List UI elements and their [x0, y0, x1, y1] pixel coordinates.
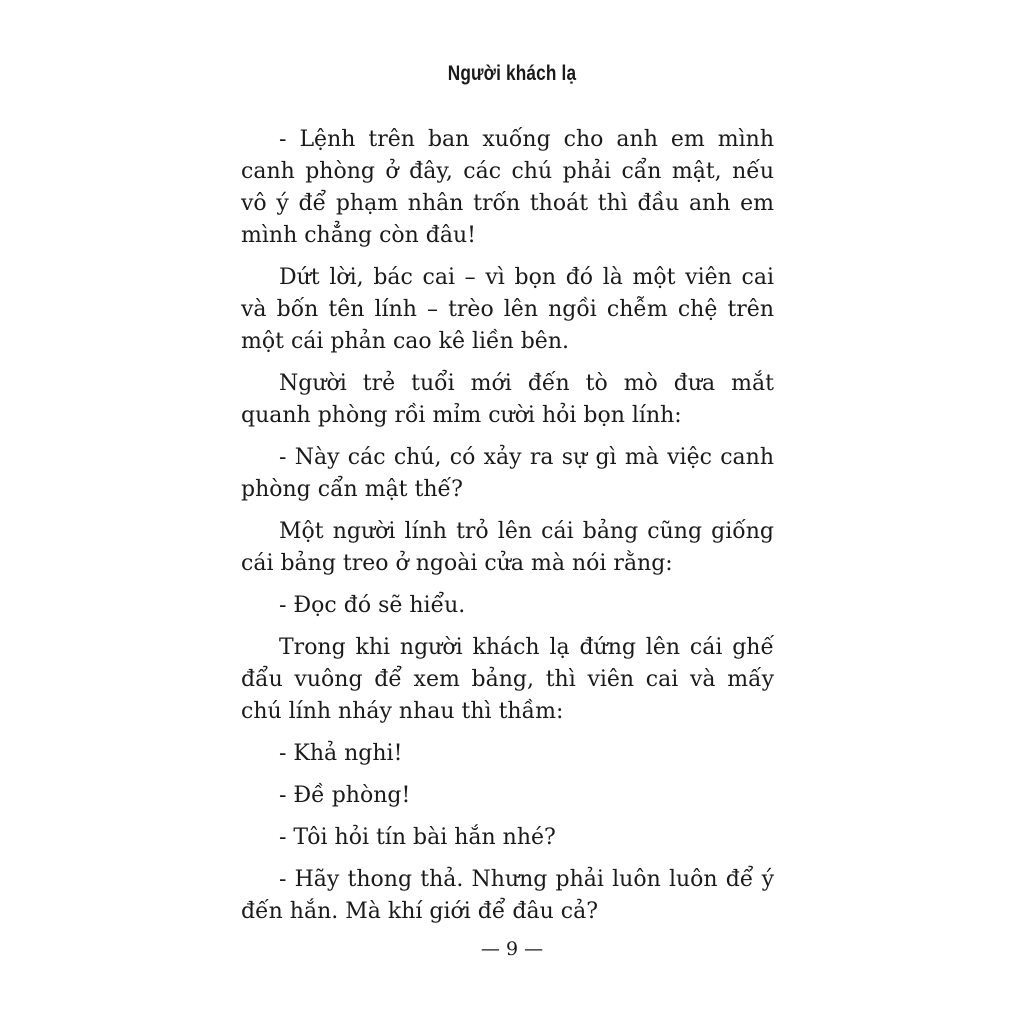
paragraph: - Khả nghi! — [279, 741, 403, 766]
paragraph: - Hãy thong thả. Nhưng phải luôn luôn để ý đến hắn. Mà khí giới để đâu cả? — [241, 867, 774, 924]
paragraph: - Đọc đó sẽ hiểu. — [279, 593, 466, 618]
paragraph: Dứt lời, bác cai – vì bọn đó là một viên cai và bốn tên lính – trèo lên ngồi chễm chệ trên một cái phản cao kê liền bên. — [241, 265, 774, 354]
text-body — [241, 124, 774, 938]
paragraph: - Tôi hỏi tín bài hắn nhé? — [279, 825, 556, 850]
paragraph: Người trẻ tuổi mới đến tò mò đưa mắt quanh phòng rồi mỉm cười hỏi bọn lính: — [241, 371, 774, 428]
paragraph: - Lệnh trên ban xuống cho anh em mình canh phòng ở đây, các chú phải cẩn mật, nếu vô ý để phạm nhân trốn thoát thì đầu anh em mình chẳng còn đâu! — [241, 127, 774, 248]
page-number: — 9 — — [480, 938, 544, 960]
paragraph: Trong khi người khách lạ đứng lên cái ghế đẩu vuông để xem bảng, thì viên cai và mấy chú lính nháy nhau thì thầm: — [241, 635, 774, 724]
running-head-title: Người khách lạ — [447, 62, 577, 85]
paragraph: Một người lính trỏ lên cái bảng cũng giống cái bảng treo ở ngoài cửa mà nói rằng: — [241, 519, 774, 576]
paragraph: - Này các chú, có xảy ra sự gì mà việc canh phòng cẩn mật thế? — [241, 445, 774, 502]
paragraph: - Đề phòng! — [279, 783, 411, 808]
